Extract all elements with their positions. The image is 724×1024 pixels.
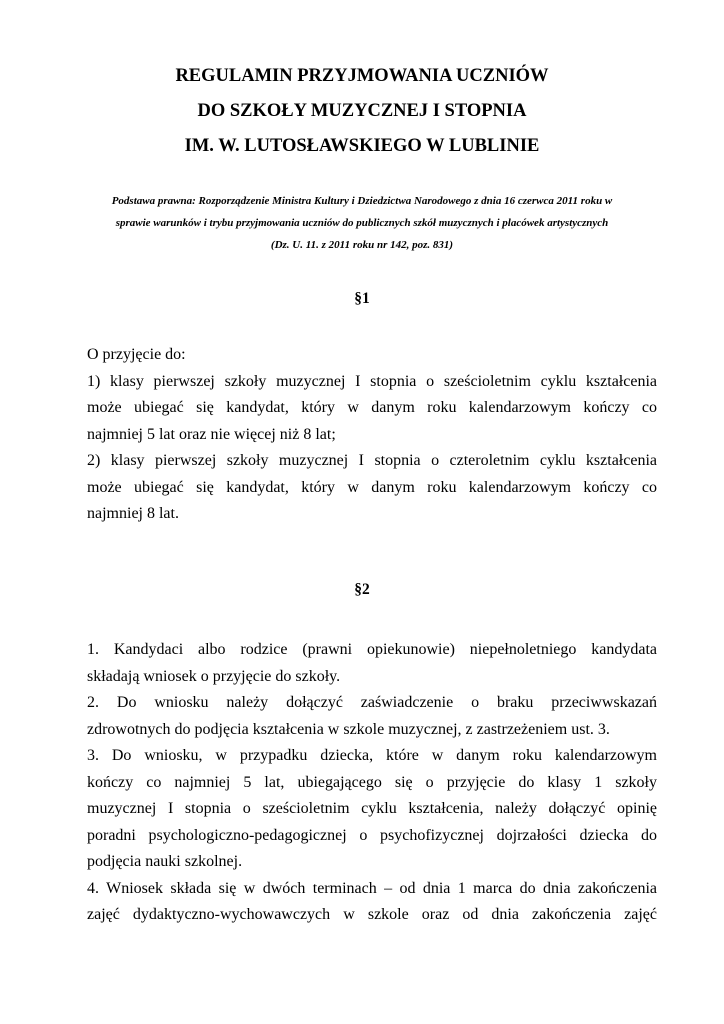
document-title-line-2: DO SZKOŁY MUZYCZNEJ I STOPNIA: [197, 101, 527, 121]
section-1-line: może ubiegać się kandydat, który w danym roku kalendarzowym kończy co: [87, 478, 657, 496]
section-1-heading: §1: [354, 290, 370, 307]
section-2-line: kończy co najmniej 5 lat, ubiegającego się o przyjęcie do klasy 1 szkoły: [87, 773, 657, 791]
section-1-body: [87, 342, 657, 528]
section-2-line: 3. Do wniosku, w przypadku dziecka, które w danym roku kalendarzowym: [87, 747, 657, 764]
section-2-line: 4. Wniosek składa się w dwóch terminach – od dnia 1 marca do dnia zakończenia: [87, 879, 657, 897]
section-2-line: zdrowotnych do podjęcia kształcenia w szkole muzycznej, z zastrzeżeniem ust. 3.: [87, 720, 610, 738]
document-title-line-1: REGULAMIN PRZYJMOWANIA UCZNIÓW: [175, 66, 549, 86]
section-2-line: składają wniosek o przyjęcie do szkoły.: [87, 667, 341, 685]
section-2-heading: §2: [354, 581, 370, 598]
section-2-line: 1. Kandydaci albo rodzice (prawni opiekunowie) niepełnoletniego kandydata: [87, 641, 657, 658]
legal-basis-line-1: Podstawa prawna: Rozporządzenie Ministra Kultury i Dziedzictwa Narodowego z dnia 16 czerwca 2011 roku w: [111, 195, 613, 207]
section-2-line: poradni psychologiczno-pedagogicznej o psychofizycznej dojrzałości dziecka do: [87, 826, 657, 844]
section-2-line: podjęcia nauki szkolnej.: [87, 853, 243, 870]
section-1-line: najmniej 5 lat oraz nie więcej niż 8 lat;: [87, 425, 336, 443]
section-2-body: [87, 637, 657, 929]
section-1-line: może ubiegać się kandydat, który w danym roku kalendarzowym kończy co: [87, 399, 657, 416]
legal-basis-line-3: (Dz. U. 11. z 2011 roku nr 142, poz. 831): [270, 239, 454, 251]
section-2-line: zajęć dydaktyczno-wychowawczych w szkole oraz od dnia zakończenia zajęć: [87, 906, 657, 923]
legal-basis-line-2: sprawie warunków i trybu przyjmowania uczniów do publicznych szkół muzycznych i placówek artystycznych: [115, 217, 609, 229]
section-2-line: muzycznej I stopnia o sześcioletnim cyklu kształcenia, należy dołączyć opinię: [87, 800, 657, 817]
section-1-line: najmniej 8 lat.: [87, 505, 179, 522]
section-1-line: O przyjęcie do:: [87, 346, 186, 363]
section-1-line: 1) klasy pierwszej szkoły muzycznej I stopnia o sześcioletnim cyklu kształcenia: [87, 372, 657, 390]
document-title-line-3: IM. W. LUTOSŁAWSKIEGO W LUBLINIE: [184, 136, 540, 156]
section-2-line: 2. Do wniosku należy dołączyć zaświadczenie o braku przeciwwskazań: [87, 694, 657, 711]
section-1-line: 2) klasy pierwszej szkoły muzycznej I stopnia o czteroletnim cyklu kształcenia: [87, 452, 657, 469]
